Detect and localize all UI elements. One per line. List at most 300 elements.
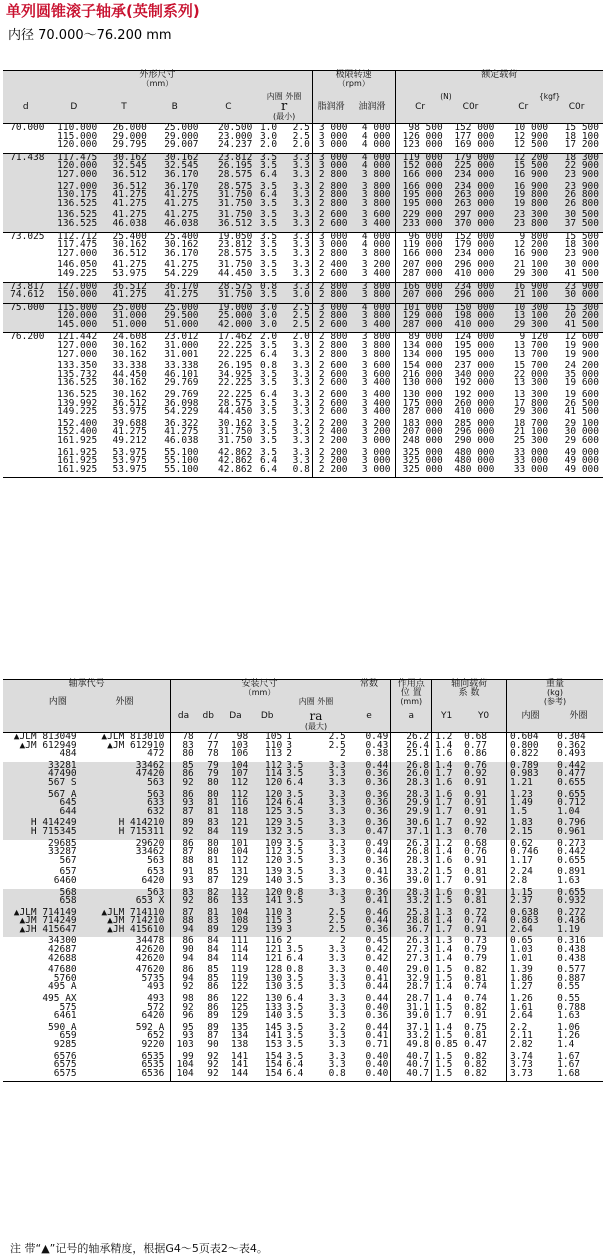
table-row [3,466,603,475]
cell: 2.5 [328,906,346,918]
cell: 2 800 [312,183,349,192]
bore-diameter [3,408,49,417]
cell: 3.5 [259,230,278,242]
cell: 82 [207,886,219,898]
cell: 111 [231,935,249,947]
cell: 0.40 [365,964,389,976]
cell: 2 200 [312,457,349,466]
cell: 3 800 [361,180,391,192]
cell: ▲JLM 813049 [13,731,77,742]
cell: 3.5 [286,1010,304,1022]
cell: 22 900 [564,160,599,172]
cell: 2 600 [312,400,349,409]
cell: 2 800 [312,291,349,300]
cell: 150 000 [454,301,495,313]
weight-ref: (参考) [507,698,604,712]
cell: 81 [207,906,219,918]
cell: 127.000 [57,247,98,259]
cell: 3.5 [259,217,278,229]
cell: 1.26 [557,1030,581,1042]
cell: 0.36 [365,886,389,898]
table-row [3,828,603,837]
cell: 83 [171,742,196,751]
cell: 13 300 [513,389,549,401]
bore-diameter [3,141,49,150]
cell: 192 000 [454,377,495,389]
cell: 1.39 [507,966,555,975]
col-y1: Y1 [432,712,461,733]
cell: 0.79 [464,952,488,964]
cell: 9220 [141,1039,165,1050]
cell: 130 [265,981,283,993]
table-row [3,750,603,759]
cell: 21 100 [513,289,549,301]
cell: 3 200 [361,259,391,271]
cell: 6420 [141,874,165,886]
table-row [3,270,603,279]
cell: 3.3 [328,981,346,993]
cell: 117.475 [57,239,98,251]
cell: 207 000 [395,261,445,270]
cell: 2.5 [292,122,310,133]
cell: 28.7 [391,983,432,992]
cell: 104 [231,759,249,771]
cell: 40.7 [391,1053,432,1062]
cell: 55.100 [164,455,199,467]
cell: 123 000 [395,141,445,150]
cell: 3.5 [286,825,304,837]
cell: 36.512 [112,280,147,292]
cell: 195 000 [454,348,495,360]
cell: 25.000 [164,122,199,133]
cell: 0.81 [464,866,488,878]
cell: 121 [265,952,283,964]
act-header-2: 位 置 [400,687,422,698]
cell: 154 [265,1050,283,1062]
cell: 3 600 [361,209,391,221]
cell: 6461 [53,1010,77,1022]
col-w-inner: 内圈 [507,712,555,733]
cell: 325 000 [395,466,445,475]
ra-ring-header: 内圈 外圈 [298,697,334,706]
cell: 136.525 [57,389,98,401]
cell: 3 600 [361,360,391,372]
cell: 124 000 [454,331,495,343]
cell: 3.3 [328,993,346,1005]
bore-diameter [3,437,49,446]
cell: 659 [59,1030,77,1042]
cell: 1.2 [432,840,461,849]
cell: 207 000 [395,428,445,437]
cell: 78 [171,733,196,742]
cell: 41 500 [564,318,599,330]
cell: 0.44 [365,1021,389,1033]
cell: 0.891 [557,866,586,878]
cell: 110 [265,739,283,751]
cell: 2 800 [312,191,349,200]
cell: 1.6 [432,791,461,800]
cell: 234 000 [454,180,495,192]
cell: 149.225 [57,267,98,279]
cell: 31.750 [218,426,253,438]
cell: 2.5 [328,923,346,935]
table-row [3,877,603,886]
table-row [3,220,603,229]
cell: 563 [147,776,165,788]
cell: 3 000 [361,455,391,467]
cell: 0.932 [557,895,586,907]
cell: 86 [207,1001,219,1013]
page-subtitle: 内径 70.000～76.200 mm [8,28,172,43]
cell: 41.275 [164,209,199,221]
cell: 3.5 [259,435,278,446]
cell: 3.5 [286,805,304,817]
cell: 86 [207,993,219,1005]
cell: 29.9 [391,808,432,817]
cell: 1.7 [432,877,461,886]
col-oil: 油润滑 [358,102,386,112]
cell: 1.4 [432,955,461,964]
cell: 87 [171,808,196,817]
cell: 6.4 [286,797,304,809]
bore-diameter [3,162,49,171]
cell: 0.91 [464,776,488,788]
cell: 18 700 [513,417,549,429]
cell: 3.3 [292,259,310,271]
cell: 3.73 [507,1061,555,1070]
cell: 41.275 [164,189,199,201]
cell: 3.2 [328,1021,346,1033]
cell: 15 500 [513,160,549,172]
cell: 3 000 [312,133,349,142]
cell: 2.15 [507,828,555,837]
cell: 33462 [135,759,165,771]
cell: 1.4 [432,762,461,771]
cell: 216 000 [395,371,445,380]
cell: 1.5 [507,808,555,817]
cell: 120.000 [57,139,98,151]
cell: 34.925 [218,368,253,380]
cell: 36.512 [218,217,253,229]
cell: 114 [265,768,283,780]
cell: 0.36 [365,923,389,935]
cell: 84 [207,935,219,947]
cell: 287 000 [395,408,445,417]
cell: 115.000 [57,301,98,313]
cell: 1.3 [432,828,461,837]
mounting-table-header [3,680,603,733]
cell: 86 [171,770,196,779]
cell: 146.050 [57,259,98,271]
cell: 0.79 [464,944,488,956]
cell: 119 [231,964,249,976]
cell: 3.3 [292,168,310,180]
cell: 287 000 [395,321,445,330]
cell: 39.0 [391,877,432,886]
cell: 0.40 [365,1001,389,1013]
cell: 88 [171,857,196,866]
cell: 134 000 [395,342,445,351]
cell: 3 000 [361,463,391,475]
cell: 30.162 [112,340,147,352]
cell: 23 300 [513,209,549,221]
col-db: db [202,711,214,721]
cell: 0.82 [464,1059,488,1071]
cell: 1.4 [432,917,461,926]
cell: 3.0 [259,301,278,313]
cell: 29.795 [112,139,147,151]
cell: 3.5 [286,854,304,866]
cell: 3.5 [259,417,278,429]
cell: 0.655 [557,886,586,898]
cell: 3.3 [328,825,346,837]
table-row [3,955,603,964]
cell: 31.000 [112,310,147,322]
cell: 92 [171,779,196,788]
cell: 85 [207,972,219,984]
cell: 12 200 [513,239,549,251]
cell: 296 000 [454,426,495,438]
cell: 152 000 [454,122,495,133]
cell: 30.162 [218,417,253,429]
cell: 120.000 [57,160,98,172]
cell: 127.000 [57,168,98,180]
cell: 177 000 [454,130,495,142]
cell: 0.72 [464,906,488,918]
cell: 136.525 [57,217,98,229]
cell: 2 600 [312,270,349,279]
bore-diameter [3,312,49,321]
cell: 6.4 [259,168,278,180]
table-row [3,983,603,992]
cell: 1.6 [432,779,461,788]
cell: 3 000 [312,232,349,241]
cell: 0.91 [464,1010,488,1022]
cell: 104 [171,1061,196,1070]
cell: 195 000 [454,340,495,352]
cell: 34300 [48,935,77,947]
col-r: r [280,99,288,114]
cell: 25.000 [164,301,199,313]
cell: 104 [231,846,249,858]
cell: 32.545 [112,160,147,172]
cell: 0.68 [464,731,488,742]
cell: 20 200 [564,310,599,322]
outer-header: 外圈 [115,697,134,707]
group-spacer [3,1078,603,1082]
cell: 207 000 [395,291,445,300]
cell: 3 800 [361,197,391,209]
cell: 575 [59,1001,77,1013]
cell: 3.3 [292,446,310,458]
cell: 54.229 [164,406,199,418]
cell: 3.5 [286,768,304,780]
cell: 120 [265,886,283,898]
cell: 166 000 [395,183,445,192]
cell: 116 [265,935,283,947]
cell: 53.975 [112,455,147,467]
cell: 80 [171,750,196,759]
cell: 6.4 [259,463,278,475]
cell: 86 [171,791,196,800]
cell: 33.2 [391,1032,432,1041]
cell: 3 400 [361,397,391,409]
cell: 25.400 [164,230,199,242]
cell: 31.001 [164,348,199,360]
cell: 0.91 [464,797,488,809]
cell: 25.1 [391,750,432,759]
cell: 77 [207,739,219,751]
cell: 16 900 [513,247,549,259]
cell: 23.812 [218,151,253,163]
cell: 150.000 [57,289,98,301]
cell: 0.789 [507,762,555,771]
bore-diameter [3,449,49,458]
cell: 16 900 [513,180,549,192]
col-Db: Db [260,711,274,721]
cell: 126 000 [395,133,445,142]
cell: 53.975 [112,406,147,418]
cell: 33.338 [112,360,147,372]
cell: 86 [207,895,219,907]
cell: 6575 [53,1059,77,1071]
cell: 0.41 [365,972,389,984]
cell: 3.3 [292,197,310,209]
cell: 130.175 [57,189,98,201]
unit-n: (N) [395,93,496,103]
cell: 89 000 [395,333,445,342]
col-B: B [171,102,178,112]
cell: H 414249 [30,817,77,829]
cell: 99 [171,1053,196,1062]
cell: 0.85 [432,1041,461,1050]
cell: 3.5 [259,446,278,458]
cell: 26 800 [564,189,599,201]
cell: 1.63 [557,874,581,886]
cell: 179 000 [454,239,495,251]
cell: 0.81 [464,972,488,984]
cell: 1.6 [432,857,461,866]
cell: 2 600 [312,362,349,371]
col-y0: Y0 [477,711,490,721]
cell: 98 500 [395,124,445,133]
cell: 0.82 [464,964,488,976]
cell: 49 000 [564,455,599,467]
cell: 1.4 [432,983,461,992]
cell: 29.007 [164,139,199,151]
cell: 3.3 [328,944,346,956]
cell: 25.000 [218,310,253,322]
cell: 12 200 [513,151,549,163]
cell: 6.4 [259,389,278,401]
col-ra-max: (最大) [304,721,328,731]
cell: 166 000 [395,171,445,180]
cell: 0.438 [557,944,586,956]
cell: 3.3 [292,426,310,438]
cell: 145.000 [57,318,98,330]
cell: 0.75 [464,1021,488,1033]
cell: 83 [207,817,219,829]
cell: 2 [340,748,346,760]
cell: 152.400 [57,417,98,429]
cell: 0.76 [464,759,488,771]
cell: 2 800 [312,250,349,259]
cell: 2.8 [507,877,555,886]
cell: 3 800 [361,289,391,301]
cell: 112 [231,854,249,866]
cell: 141 [231,1059,249,1071]
dimensions-table-header [3,71,603,124]
cell: 17 200 [564,139,599,151]
cell: H 715345 [30,825,77,837]
cell: 1.86 [507,975,555,984]
cell: 3.3 [328,776,346,788]
cell: 36.512 [112,168,147,180]
cell: 36.170 [164,180,199,192]
cell: 0.44 [365,759,389,771]
cell: 3 200 [361,426,391,438]
cell: 1.4 [557,1039,575,1050]
cell: 22.225 [218,348,253,360]
cell: 0.796 [557,817,586,829]
cell: 3 400 [361,267,391,279]
cell: 3.5 [286,1050,304,1062]
cell: 41 500 [564,267,599,279]
cell: 2.5 [292,310,310,322]
table-row [3,321,603,330]
cell: 16 900 [513,280,549,292]
cell: 47680 [48,964,77,976]
cell: 85 [207,964,219,976]
cell: 41.275 [112,189,147,201]
cell: 3.5 [286,1001,304,1013]
cell: 136.525 [57,209,98,221]
bore-diameter: 76.200 [10,331,45,343]
cell: 103 [171,1041,196,1050]
cell: 46.038 [164,435,199,446]
cell: 2 600 [312,379,349,388]
cell: 0.36 [365,805,389,817]
cell: 3.3 [292,180,310,192]
cell: 3 800 [361,280,391,292]
cell: 3 600 [361,368,391,380]
cell: 36.098 [164,397,199,409]
cell: 0.55 [557,981,581,993]
cell: 3.3 [292,160,310,172]
cell: 2 800 [312,312,349,321]
cell: 0.74 [464,981,488,993]
act-unit: (mm) [391,698,432,712]
cell: 140 [265,874,283,886]
cell: 290 000 [454,435,495,446]
cell: 645 [59,797,77,809]
cell: 0.800 [507,742,555,751]
inner-header: 内圈 [48,697,67,707]
cell: 90 [207,1039,219,1050]
cell: H 414210 [118,817,165,829]
cell: 0.71 [365,1039,389,1050]
cell: 4 000 [361,160,391,172]
cell: 21 100 [513,426,549,438]
cell: 4 000 [361,301,391,313]
cell: 0.49 [365,837,389,849]
cell: 3.3 [328,1030,346,1042]
cell: 0.81 [464,1030,488,1042]
cell: 152 000 [395,162,445,171]
cell: 15 500 [564,122,599,133]
cell: 3 800 [361,340,391,352]
table-row [3,379,603,388]
